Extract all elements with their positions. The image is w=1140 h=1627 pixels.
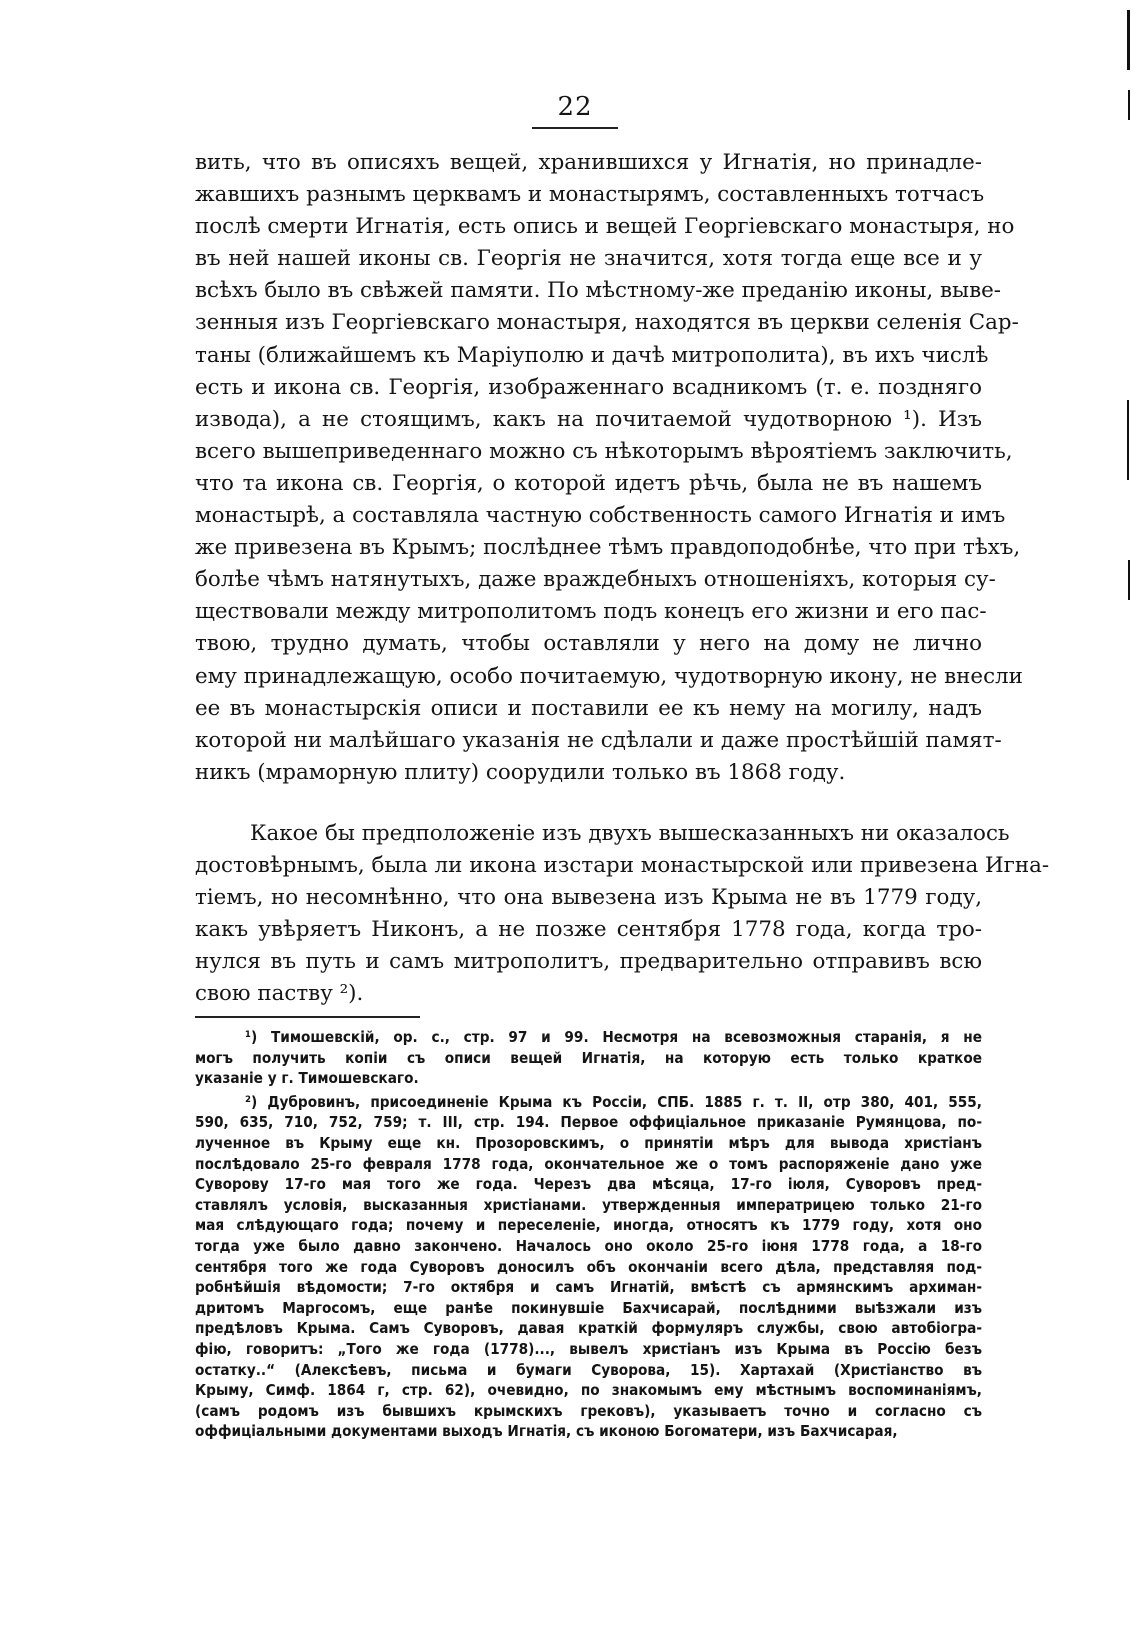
footnote-separator — [195, 1016, 420, 1018]
text-line: какъ увѣряетъ Никонъ, а не позже сентября 1778 года, когда тро- — [195, 917, 982, 943]
scan-edge-mark — [1127, 10, 1130, 70]
footnote-line: фію, говоритъ: „Того же года (1778)..., вывелъ христіанъ изъ Крыма въ Россію безъ — [195, 1339, 982, 1358]
footnote-line: ²) Дубровинъ, присоединеніе Крыма къ Россіи, СПБ. 1885 г. т. II, отр 380, 401, 555, — [245, 1092, 982, 1111]
paragraph-1 — [195, 147, 1023, 789]
footnote-line: ставлялъ условія, высказанныя христіанами. утвержденныя императрицею только 21-го — [195, 1195, 982, 1214]
footnote-line: 590, 635, 710, 752, 759; т. III, стр. 194. Первое оффиціальное приказаніе Румянцова, по- — [195, 1113, 982, 1132]
text-line: въ ней нашей иконы св. Георгія не значится, хотя тогда еще все и у — [195, 246, 982, 272]
text-line: всего вышеприведеннаго можно съ нѣкоторымъ вѣроятіемъ заключить, — [195, 438, 1013, 464]
text-line: нулся въ путь и самъ митрополитъ, предварительно отправивъ всю — [195, 949, 982, 975]
footnote-line: могъ получить копіи съ описи вещей Игнатія, на которую есть только краткое — [195, 1048, 982, 1067]
footnote-line: робнѣйшія вѣдомости; 7-го октября и самъ Игнатій, вмѣстѣ съ армянскимъ архиман- — [195, 1278, 982, 1297]
page-number-rule — [532, 127, 618, 129]
footnote-line: (самъ родомъ изъ бывшихъ крымскихъ грековъ), указываетъ точно и согласно съ — [195, 1401, 982, 1420]
footnote-line: сентября того же года Суворовъ доносилъ объ окончаніи всего дѣла, представляя под- — [195, 1257, 982, 1276]
footnote-line: Крыму, Симф. 1864 г, стр. 62), очевидно, по знакомымъ ему мѣстнымъ воспоминаніямъ, — [195, 1381, 982, 1400]
footnote-line: дритомъ Маргосомъ, еще ранѣе покинувшіе Бахчисарай, послѣдними выѣзжали изъ — [195, 1298, 982, 1317]
text-line: свою паству ²). — [195, 981, 364, 1007]
footnote-line: ¹) Тимошевскій, ор. с., стр. 97 и 99. Несмотря на всевозможныя старанія, я не — [245, 1028, 982, 1046]
text-line: таны (ближайшемъ къ Маріуполю и дачѣ митрополита), въ ихъ числѣ — [195, 342, 989, 368]
text-line: послѣ смерти Игнатія, есть опись и вещей Георгіевскаго монастыря, но — [195, 214, 1015, 240]
paragraph-2 — [195, 818, 1050, 1011]
footnote-line: Суворову 17-го мая того же года. Черезъ два мѣсяца, 17-го іюля, Суворовъ пред- — [195, 1175, 982, 1194]
text-line: жавшихъ разнымъ церквамъ и монастырямъ, составленныхъ тотчасъ — [195, 182, 985, 208]
page-number: 22 — [557, 92, 593, 122]
footnote-line: остатку..“ (Алексѣевъ, письма и бумаги Суворова, 15). Хартахай (Христіанство въ — [195, 1360, 982, 1379]
footnotes — [195, 1027, 982, 1442]
footnote-line: оффиціальными документами выходъ Игнатія, съ иконою Богоматери, изъ Бахчисарая, — [195, 1422, 898, 1441]
text-line: зенныя изъ Георгіевскаго монастыря, находятся въ церкви селенія Сар- — [195, 310, 1019, 336]
text-line: что та икона св. Георгія, о которой идетъ рѣчь, была не въ нашемъ — [195, 470, 982, 496]
text-line: которой ни малѣйшаго указанія не сдѣлали и даже простѣйшій памят- — [195, 727, 1002, 753]
text-line: ее въ монастырскія описи и поставили ее къ нему на могилу, надъ — [195, 695, 982, 721]
text-line: ему принадлежащую, особо почитаемую, чудотворную икону, не внесли — [195, 663, 1023, 689]
text-line: болѣе чѣмъ натянутыхъ, даже враждебныхъ отношеніяхъ, которыя су- — [195, 567, 996, 593]
footnote-line: лученное въ Крыму еще кн. Прозоровскимъ, о принятіи мѣръ для вывода христіанъ — [195, 1133, 982, 1152]
footnote-line: предѣловъ Крыма. Самъ Суворовъ, давая краткій формуляръ службы, свою автобіогра- — [195, 1319, 982, 1338]
scan-edge-mark — [1128, 90, 1130, 120]
text-line: же привезена въ Крымъ; послѣднее тѣмъ правдоподобнѣе, что при тѣхъ, — [195, 535, 1021, 561]
text-line: всѣхъ было въ свѣжей памяти. По мѣстному-же преданію иконы, выве- — [195, 278, 1002, 304]
text-line: есть и икона св. Георгія, изображеннаго всадникомъ (т. е. поздняго — [195, 374, 982, 400]
footnote-line: мая слѣдующаго года; почему и переселеніе, иногда, относятъ къ 1779 году, хотя оно — [195, 1216, 982, 1235]
text-line: твою, трудно думать, чтобы оставляли у него на дому не лично — [195, 631, 982, 657]
text-line: достовѣрнымъ, была ли икона изстари монастырской или привезена Игна- — [195, 853, 1050, 879]
text-line: тіемъ, но несомнѣнно, что она вывезена изъ Крыма не въ 1779 году, — [195, 885, 982, 911]
text-line: ществовали между митрополитомъ подъ конецъ его жизни и его пас- — [195, 599, 987, 625]
text-line: вить, что въ описяхъ вещей, хранившихся у Игнатія, но принадле- — [195, 150, 982, 175]
text-line: монастырѣ, а составляла частную собственность самого Игнатія и имъ — [195, 503, 1006, 529]
text-line: никъ (мраморную плиту) соорудили только въ 1868 году. — [195, 759, 846, 785]
text-line: Какое бы предположеніе изъ двухъ вышесказанныхъ ни оказалось — [250, 821, 1010, 846]
scan-edge-mark — [1128, 560, 1130, 600]
text-line: извода), а не стоящимъ, какъ на почитаемой чудотворною ¹). Изъ — [195, 406, 982, 432]
footnote-line: послѣдовало 25-го февраля 1778 года, окончательное же о томъ распоряженіе дано уже — [195, 1154, 982, 1173]
footnote-line: указаніе у г. Тимошевскаго. — [195, 1069, 419, 1088]
scan-edge-mark — [1127, 400, 1129, 480]
footnote-line: тогда уже было давно закончено. Началось оно около 25-го іюня 1778 года, а 18-го — [195, 1236, 982, 1255]
